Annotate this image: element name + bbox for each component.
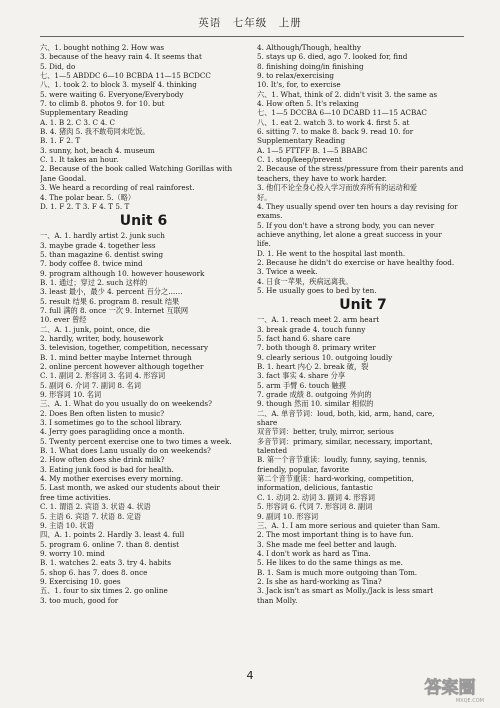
answer-line: 3. She made me feel better and laugh. — [257, 539, 397, 549]
answer-line: B. 1. mind better maybe Internet through — [40, 352, 192, 362]
answer-line: C. 1. stop/keep/prevent — [257, 155, 342, 165]
answer-line: free time activities. — [40, 492, 111, 502]
answer-line: life. — [257, 239, 271, 249]
unit-heading: Unit 6 — [119, 213, 168, 230]
answer-line: than Molly. — [257, 595, 298, 605]
answer-line: 3. television, together, competition, necessary — [40, 343, 209, 353]
answer-line: 2. online percent however although together — [40, 362, 204, 371]
answer-line: C. 1. 谓语 2. 宾语 3. 状语 4. 状语 — [40, 502, 151, 512]
answer-line: 3. Eating junk food is bad for health. — [40, 464, 174, 474]
answer-line: 10. ever 曾经 — [40, 315, 87, 325]
answer-line: 4. 日食一苹果，疾病远离我。 — [257, 276, 353, 286]
answer-line: 9. 主语 10. 状语 — [40, 520, 94, 530]
answer-line: B. 1. 通过；穿过 2. such 这样的 — [40, 277, 148, 287]
answer-line: 七、1—5 DCCBA 6—10 DCABD 11—15 ACBAC — [257, 108, 427, 118]
watermark-sub: MXQE.COM — [455, 698, 484, 704]
answer-line: 9. worry 10. mind — [40, 548, 105, 558]
answer-line: 5. If you don't have a strong body, you can never — [257, 220, 435, 230]
answer-line: 2. Because of the stress/pressure from their parents and — [257, 164, 464, 174]
answer-line: 5. program 6. online 7. than 8. dentist — [40, 539, 180, 549]
answer-line: 一、A. 1. hardly artist 2. junk such — [40, 231, 165, 241]
answer-line: 5. shop 6. has 7. does 8. once — [40, 567, 148, 577]
answer-line: Jane Goodal. — [40, 173, 87, 183]
answer-line: 五、1. four to six times 2. go online — [40, 586, 168, 596]
answer-line: 7. grade 成绩 8. outgoing 外向的 — [257, 390, 372, 400]
answer-line: 2. How often does she drink milk? — [40, 455, 165, 465]
answer-line: achieve anything, let alone a great success in your — [257, 229, 442, 239]
answer-line: 5. 副词 6. 介词 7. 副词 8. 名词 — [40, 380, 141, 390]
answer-line: 3. We heard a recording of real rainforest. — [40, 183, 195, 193]
answer-line: 3. sunny, hot, beach 4. museum — [40, 145, 155, 155]
answer-line: 二、A. 1. junk, point, once, die — [40, 324, 150, 334]
answer-line: 4. Jerry goes paragliding once a month. — [40, 427, 185, 437]
answer-line: 7. full 满的 8. once 一次 9. Internet 互联网 — [40, 305, 189, 315]
page-header — [0, 0, 500, 40]
answer-line: B. 1. F 2. T — [40, 136, 81, 146]
answer-line: 六、1. What, think of 2. didn't visit 3. the same as — [257, 89, 438, 99]
answer-line: B. 1. heart 内心 2. break 破，裂 — [257, 362, 369, 371]
answer-line: 5. stays up 6. died, ago 7. looked for, find — [257, 52, 408, 62]
answer-line: D. 1. He went to the hospital last month. — [257, 248, 406, 258]
answer-line: 10. It's, for, to exercise — [257, 80, 341, 90]
answer-line: 5. Did, do — [40, 61, 76, 71]
watermark-logo — [404, 674, 496, 704]
answer-line: 3. too much, good for — [40, 595, 119, 605]
answer-line: 二、A. 单音节词：loud, both, kid, arm, hand, care, — [257, 408, 435, 418]
answer-line: 5. were waiting 6. Everyone/Everybody — [40, 89, 184, 99]
answer-line: 2. hardly, writer, body, housework — [40, 333, 164, 343]
answer-line: 3. Twice a week. — [257, 267, 318, 277]
answer-line: 六、1. bought nothing 2. How was — [40, 43, 165, 52]
answer-line: 3. least 最小，最少 4. percent 百分之…… — [40, 287, 183, 297]
left-column — [40, 43, 247, 605]
answer-line: 3. maybe grade 4. together less — [40, 240, 156, 250]
answer-line: 7. body coffee 8. twice mind — [40, 259, 143, 269]
answer-line: 9. 形容词 10. 名词 — [40, 390, 102, 400]
answer-line: 2. The most important thing is to have fun. — [257, 530, 414, 540]
answer-line: 7. both though 8. primary writer — [257, 343, 376, 353]
answer-line: 七、1—5 ABDDC 6—10 BCBDA 11—15 BCDCC — [40, 71, 211, 81]
answer-line: A. 1. B 2. C 3. C 4. C — [40, 117, 115, 127]
answer-line: 4. They usually spend over ten hours a day revising for — [257, 201, 458, 211]
answer-line: 2. Because of the book called Watching Gorillas with — [40, 164, 233, 174]
answer-line: 5. Last month, we asked our students about their — [40, 483, 220, 493]
answer-line: B. 1. watches 2. eats 3. try 4. habits — [40, 558, 172, 568]
answer-line: 好。 — [257, 192, 272, 202]
answer-line: 三、A. 1. What do you usually do on weekends? — [40, 399, 212, 409]
answer-line: C. 1. It takes an hour. — [40, 155, 119, 165]
answer-line: 4. I don't work as hard as Tina. — [257, 548, 371, 558]
answer-line: 9. 副词 10. 形容词 — [257, 511, 319, 521]
answer-line: 3. because of the heavy rain 4. It seems that — [40, 52, 202, 62]
answer-line: 9. program although 10. however housework — [40, 268, 205, 278]
answer-line: B. 4. 猪肉 5. 我不敢苟同未吃饭。 — [40, 127, 150, 137]
watermark-text: 答案圈 — [424, 678, 476, 698]
answer-line: 5. Twenty percent exercise one to two times a week. — [40, 436, 232, 446]
page-number: 4 — [246, 669, 254, 682]
answer-line: 八、1. took 2. to block 3. myself 4. thinking — [40, 80, 197, 90]
answer-line: 三、A. 1. I am more serious and quieter than Sam. — [257, 520, 440, 530]
answer-line: 3. 他们不论全身心投入学习而放弃所有的运动和爱 — [257, 183, 418, 193]
answer-line: 四、A. 1. points 2. Hardly 3. least 4. full — [40, 530, 185, 540]
answer-line: 3. I sometimes go to the school library. — [40, 418, 182, 428]
answer-line: 9. Exercising 10. goes — [40, 576, 121, 586]
answer-line: exams. — [257, 211, 283, 221]
answer-line: Supplementary Reading — [40, 108, 129, 118]
answer-line: 9. though 然而 10. similar 相似的 — [257, 399, 374, 409]
answer-line: 7. to climb 8. photos 9. for 10. but — [40, 99, 165, 109]
answer-line: 5. 主语 6. 宾语 7. 状语 8. 定语 — [40, 511, 141, 521]
answer-line: A. 1—5 FTTFF B. 1—5 BBABC — [257, 145, 368, 155]
page-header-title: 英语 七年级 上册 — [198, 17, 302, 29]
answer-line: 3. fact 事实 4. share 分享 — [257, 371, 346, 381]
answer-line: C. 1. 副词 2. 形容词 3. 名词 4. 形容词 — [40, 371, 166, 381]
answer-line: B. 1. What does Lanu usually do on weekends? — [40, 446, 211, 456]
answer-line: 第二个音节重读：hard-working, competition, — [257, 474, 414, 484]
header-rule — [40, 36, 464, 37]
right-column — [257, 43, 469, 605]
answer-line: Supplementary Reading — [257, 136, 346, 146]
answer-line: 4. How often 5. It's relaxing — [257, 99, 359, 109]
answer-line: B. 1. Sam is much more outgoing than Tom. — [257, 567, 418, 577]
answer-line: 4. My mother exercises every morning. — [40, 474, 184, 484]
answer-line: 4. Although/Though, healthy — [257, 43, 361, 52]
answer-line: 2. Is she as hard-working as Tina? — [257, 576, 382, 586]
answer-line: 5. fact hand 6. share care — [257, 333, 351, 343]
answer-line: 2. Because he didn't do exercise or have healthy food. — [257, 257, 455, 267]
answer-line: C. 1. 动词 2. 动词 3. 副词 4. 形容词 — [257, 492, 375, 502]
answer-line: 5. 形容词 6. 代词 7. 形容词 8. 副词 — [257, 502, 373, 512]
answer-line: 5. than magazine 6. dentist swing — [40, 249, 164, 259]
answer-line: teachers, they have to work harder. — [257, 173, 387, 183]
answer-line: talented — [257, 446, 288, 456]
answer-line: 3. break grade 4. touch funny — [257, 324, 366, 334]
unit-heading: Unit 7 — [339, 297, 387, 314]
answer-line: share — [257, 418, 278, 428]
answer-line: 6. sitting 7. to make 8. back 9. read 10. for — [257, 127, 414, 137]
answer-line: 5. He likes to do the same things as me. — [257, 558, 403, 568]
answer-line: 八、1. eat 2. watch 3. to work 4. first 5. at — [257, 117, 410, 127]
answer-line: information, delicious, fantastic — [257, 483, 373, 493]
answer-line: 9. to relax/exercising — [257, 71, 334, 81]
answer-line: 5. result 结果 6. program 8. result 结果 — [40, 296, 180, 306]
answer-line: 4. The polar bear. 5.（略） — [40, 192, 136, 202]
answer-line: D. 1. F 2. T 3. F 4. T 5. T — [40, 201, 130, 211]
answer-line: 一、A. 1. reach meet 2. arm heart — [257, 315, 380, 325]
answer-line: friendly, popular, favorite — [257, 464, 350, 474]
answer-line: 8. finishing doing/in finishing — [257, 61, 364, 71]
answer-line: 多音节词：primary, similar, necessary, important, — [257, 436, 433, 446]
answer-line: 2. Does Ben often listen to music? — [40, 408, 165, 418]
answer-line: 3. Jack isn't as smart as Molly./Jack is less smart — [257, 586, 434, 596]
answer-line: 双音节词：better, truly, mirror, serious — [257, 427, 394, 437]
answer-line: 5. arm 手臂 6. touch 触摸 — [257, 380, 346, 390]
answer-line: 5. He usually goes to bed by ten. — [257, 285, 377, 295]
answer-line: 9. clearly serious 10. outgoing loudly — [257, 352, 393, 362]
answer-line: B. 第一个音节重读：loudly, funny, saying, tennis, — [257, 455, 428, 465]
